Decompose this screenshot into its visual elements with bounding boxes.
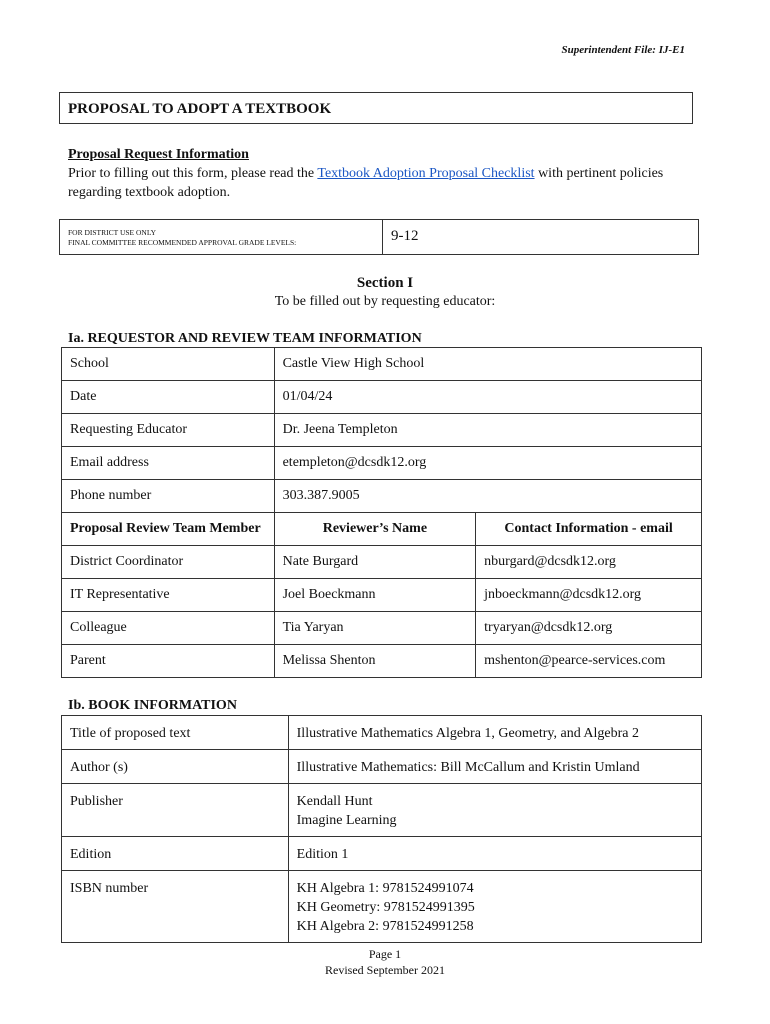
table-row [62,784,702,837]
educator-value[interactable]: Dr. Jeena Templeton [274,414,701,447]
book-author-value[interactable] [288,750,701,784]
team-role: Parent [62,645,275,678]
date-value[interactable]: 01/04/24 [274,381,701,414]
field-label: ISBN number [62,871,289,943]
table-row [62,546,702,579]
proposal-request-text [68,164,688,202]
table-row [62,447,702,480]
value-line: Illustrative Mathematics: Bill McCallum and Kristin Umland [296,760,640,775]
team-email[interactable]: nburgard@dcsdk12.org [476,546,702,579]
value-line: Imagine Learning [296,813,397,828]
field-label: Author (s) [62,750,289,784]
value-line: KH Geometry: 9781524991395 [296,900,475,915]
team-name[interactable]: Tia Yaryan [274,612,476,645]
book-isbn-value[interactable] [288,871,701,943]
proposal-request-heading: Proposal Request Information [68,147,249,162]
table-row [62,480,702,513]
book-edition-value[interactable] [288,837,701,871]
value-line: Edition 1 [296,847,349,862]
phone-value[interactable]: 303.387.9005 [274,480,701,513]
school-value[interactable]: Castle View High School [274,348,701,381]
superintendent-file-ref: Superintendent File: IJ-E1 [561,44,685,56]
section-title: Section I [356,275,414,291]
table-row [62,837,702,871]
field-label: Phone number [62,480,275,513]
book-publisher-value[interactable] [288,784,701,837]
table-row [62,871,702,943]
page-footer [0,946,770,978]
email-value[interactable]: etempleton@dcsdk12.org [274,447,701,480]
team-name[interactable]: Nate Burgard [274,546,476,579]
requestor-heading: Ia. REQUESTOR AND REVIEW TEAM INFORMATION [68,331,422,346]
team-email[interactable]: tryaryan@dcsdk12.org [476,612,702,645]
request-text-after: with pertinent policies regarding textbook adoption. [68,166,664,200]
field-label: Requesting Educator [62,414,275,447]
table-row [62,414,702,447]
value-line: Illustrative Mathematics Algebra 1, Geometry, and Algebra 2 [296,726,640,741]
field-label: Date [62,381,275,414]
grade-levels-value[interactable]: 9-12 [391,228,419,244]
value-line: KH Algebra 1: 9781524991074 [296,881,474,896]
team-name[interactable]: Joel Boeckmann [274,579,476,612]
district-use-label [60,220,383,254]
table-row [62,716,702,750]
section-subtitle: To be filled out by requesting educator: [274,294,496,309]
team-email[interactable]: mshenton@pearce-services.com [476,645,702,678]
team-email[interactable]: jnboeckmann@dcsdk12.org [476,579,702,612]
table-row [62,612,702,645]
field-label: Title of proposed text [62,716,289,750]
book-heading: Ib. BOOK INFORMATION [68,698,237,713]
page-title: PROPOSAL TO ADOPT A TEXTBOOK [59,92,693,124]
value-line: Kendall Hunt [296,794,373,809]
revised-date: Revised September 2021 [325,963,445,977]
team-role: IT Representative [62,579,275,612]
district-use-box [59,219,699,255]
checklist-link[interactable]: Textbook Adoption Proposal Checklist [317,166,535,181]
table-row [62,645,702,678]
table-row [62,579,702,612]
district-use-line2: FINAL COMMITTEE RECOMMENDED APPROVAL GRADE LEVELS: [68,238,297,247]
requestor-table [61,347,702,678]
field-label: School [62,348,275,381]
table-row [62,381,702,414]
team-header-contact: Contact Information - email [476,513,702,546]
book-table [61,715,702,943]
table-row [62,750,702,784]
team-role: Colleague [62,612,275,645]
value-line: KH Algebra 2: 9781524991258 [296,919,474,934]
book-title-value[interactable] [288,716,701,750]
page-number: Page 1 [368,947,402,961]
field-label: Publisher [62,784,289,837]
field-label: Edition [62,837,289,871]
district-use-line1: FOR DISTRICT USE ONLY [68,228,157,237]
team-header-row [62,513,702,546]
team-name[interactable]: Melissa Shenton [274,645,476,678]
table-row [62,348,702,381]
field-label: Email address [62,447,275,480]
team-header-name: Reviewer’s Name [274,513,476,546]
team-role: District Coordinator [62,546,275,579]
request-text-before: Prior to filling out this form, please read the [68,166,318,181]
team-header-member: Proposal Review Team Member [62,513,275,546]
